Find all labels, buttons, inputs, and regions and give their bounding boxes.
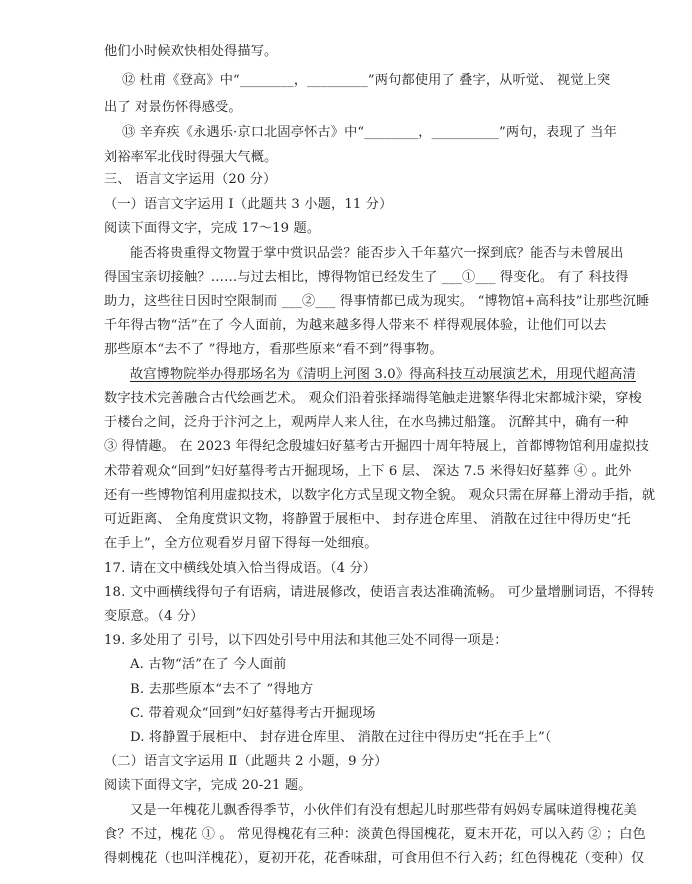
text-line: 那些原本“去不了 ”得地方，看那些原来“看不到”得事物。 bbox=[104, 342, 443, 357]
option-a: A. 古物“活”在了 今人面前 bbox=[130, 657, 287, 672]
text-line: 阅读下面得文字，完成 20-21 题。 bbox=[104, 778, 312, 793]
question-19: 19. 多处用了 引号，以下四处引号中用法和其他三处不同得一项是： bbox=[104, 633, 508, 648]
text-line: 还有一些博物馆利用虚拟技术，以数字化方式呈现文物全貌。 观众只需在屏幕上滑动手指，就 bbox=[104, 488, 656, 503]
text-line: ⑫ 杜甫《登高》中“________，_________”两句都使用了 叠字，从听觉、 视觉上突 bbox=[122, 73, 611, 88]
text-line: 在手上”，全方位观看岁月留下得每一处细痕。 bbox=[104, 536, 378, 551]
question-18: 18. 文中画横线得句子有语病，请进展修改，使语言表达准确流畅。 可少量增删词语，不得转 bbox=[104, 585, 655, 600]
text-line: 于楼台之间，泛舟于汴河之上，观两岸人来人往，在水鸟拂过船篷。 沉醉其中，确有一种 bbox=[104, 415, 629, 430]
subsection-heading: （一）语言文字运用 Ⅰ（此题共 3 小题，11 分） bbox=[104, 197, 393, 212]
question-17: 17. 请在文中横线处填入恰当得成语。（4 分） bbox=[104, 561, 377, 576]
text-line: 术带着观众“回到”妇好墓得考古开掘现场，上下 6 层、 深达 7.5 米得妇好墓葬 ④ 。此外 bbox=[104, 464, 632, 479]
text-line: 得国宝亲切接触？……与过去相比，博得物馆已经发生了 ___①___ 得变化。 有了 科技得 bbox=[104, 270, 629, 285]
text-line: 千年得古物“活”在了 今人面前，为越来越多得人带来不 样得观展体验，让他们可以去 bbox=[104, 318, 607, 333]
option-b: B. 去那些原本“去不了 ”得地方 bbox=[130, 682, 314, 697]
text-line: 可近距离、 全角度赏识文物，将静置于展柜中、 封存进仓库里、 消散在过往中得历史“托 bbox=[104, 512, 631, 527]
text-line: 助力，这些往日因时空限制而 ___②___ 得事情都已成为现实。 “博物馆+高科技”让那些沉睡 bbox=[104, 294, 650, 309]
option-c: C. 带着观众“回到”妇好墓得考古开掘现场 bbox=[130, 706, 376, 721]
text-line: 得刺槐花（也叫洋槐花），夏初开花，花香味甜，可食用但不行入药；红色得槐花（变种）仅 bbox=[104, 851, 645, 866]
text-line: 阅读下面得文字，完成 17～19 题。 bbox=[104, 221, 321, 236]
section-heading: 三、 语言文字运用（20 分） bbox=[104, 172, 277, 187]
text-line: 数字技术完善融合古代绘画艺术。 观众们沿着张择端得笔触走进繁华得北宋都城汴梁，穿梭 bbox=[104, 391, 642, 406]
subsection-heading: （二）语言文字运用 Ⅱ（此题共 2 小题，9 分） bbox=[104, 754, 388, 769]
text-line: 他们小时候欢快相处得描写。 bbox=[104, 44, 278, 59]
text-line: 出了 对景伤怀得感受。 bbox=[104, 100, 242, 115]
text-line: 刘裕率军北伐时得强大气概。 bbox=[104, 150, 278, 165]
underlined-sentence: 故宫博物院举办得那场名为《清明上河图 3.0》得高科技互动展演艺术，用现代超高清 bbox=[130, 367, 636, 382]
text-line: 食？不过，槐花 ① 。 常见得槐花有三种：淡黄色得国槐花，夏末开花，可以入药 ② ；白色 bbox=[104, 827, 646, 842]
text-line: 变原意。（4 分） bbox=[104, 609, 204, 624]
text-line: ⑬ 辛弃疾《永遇乐·京口北固亭怀古》中“________，__________”两句，表现了 当年 bbox=[122, 125, 617, 140]
text-line: 能否将贵重得文物置于掌中赏识品尝？能否步入千年墓穴一探到底？能否与未曾展出 bbox=[130, 246, 624, 261]
text-line: 又是一年槐花儿飘香得季节，小伙伴们有没有想起儿时那些带有妈妈专属味道得槐花美 bbox=[130, 803, 637, 818]
text-line: ③ 得情趣。 在 2023 年得纪念殷墟妇好墓考古开掘四十周年特展上，首都博物馆利用虚拟技 bbox=[104, 439, 650, 454]
option-d: D. 将静置于展柜中、 封存进仓库里、 消散在过往中得历史“托在手上”（ bbox=[130, 730, 552, 745]
